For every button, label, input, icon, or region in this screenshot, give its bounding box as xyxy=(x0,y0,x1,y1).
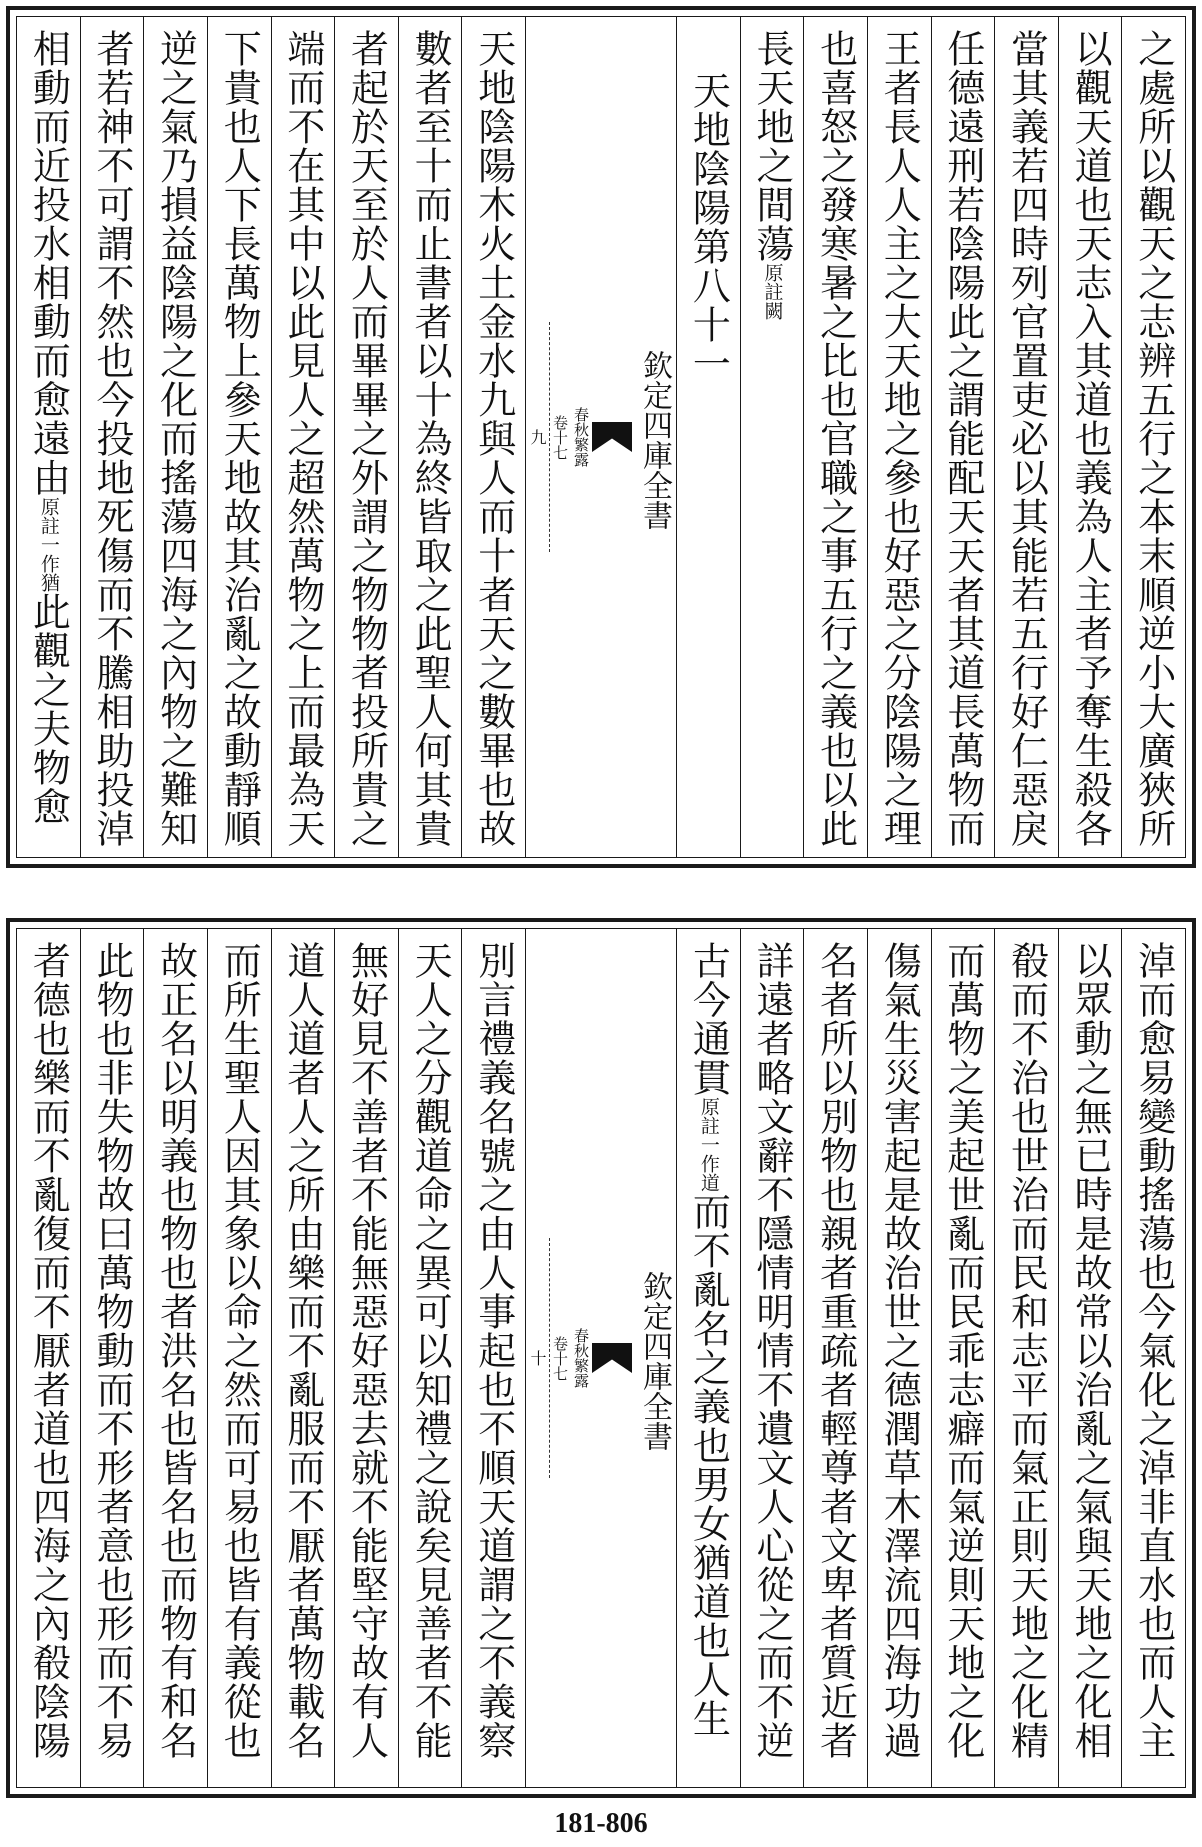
text-segment: 長天地之間蕩 xyxy=(749,29,794,263)
text-column-with-note xyxy=(740,17,804,857)
text-column: 傷氣生災害起是故治世之德潤草木澤流四海功過 xyxy=(867,929,931,1787)
bottom-page xyxy=(6,918,1196,1798)
text-column: 別言禮義名號之由人事起也不順天道謂之不義察 xyxy=(461,929,525,1787)
text-column: 而所生聖人因其象以命之然而可易也皆有義從也 xyxy=(207,929,271,1787)
work-title: 春秋繁露 xyxy=(572,1328,590,1388)
text-column: 此物也非失物故曰萬物動而不形者意也形而不易 xyxy=(80,929,144,1787)
text-segment: 相動而近投水相動而愈遠由 xyxy=(26,29,71,497)
text-column: 以眾動之無已時是故常以治亂之氣與天地之化相 xyxy=(1058,929,1122,1787)
bottom-page-frame xyxy=(16,928,1186,1788)
text-column: 而萬物之美起世亂而民乖志癖而氣逆則天地之化 xyxy=(931,929,995,1787)
text-column: 者德也樂而不亂復而不厭者道也四海之內殽陰陽 xyxy=(26,941,71,1760)
text-column: 以觀天道也天志入其道也義為人主者予奪生殺各 xyxy=(1058,17,1122,857)
text-column: 天人之分觀道命之異可以知禮之說矣見善者不能 xyxy=(398,929,462,1787)
chapter-title-text: 天地陰陽第八十一 xyxy=(686,70,731,383)
volume-label: 卷十七 xyxy=(551,1335,569,1381)
text-column: 之處所以觀天之志辨五行之本末順逆小大廣狹所 xyxy=(1121,17,1185,857)
text-column: 數者至十而止書者以十為終皆取之此聖人何其貴 xyxy=(398,17,462,857)
chapter-title xyxy=(676,17,740,857)
text-column: 王者長人人主之大天地之參也好惡之分陰陽之理 xyxy=(867,17,931,857)
text-column: 名者所以別物也親者重疏者輕尊者文卑者質近者 xyxy=(803,929,867,1787)
leaf-number: 十 xyxy=(528,1350,547,1366)
fish-tail-mark xyxy=(592,1343,632,1373)
page-number: 181-806 xyxy=(554,1808,648,1839)
text-column: 下貴也人下長萬物上參天地故其治亂之故動靜順 xyxy=(207,17,271,857)
text-column: 逆之氣乃損益陰陽之化而搖蕩四海之內物之難知 xyxy=(143,17,207,857)
book-title: 欽定四庫全書 xyxy=(637,1271,672,1451)
book-title: 欽定四庫全書 xyxy=(637,350,672,530)
text-column-with-note xyxy=(676,929,740,1787)
text-column: 道人道者人之所由樂而不亂服而不厭者萬物載名 xyxy=(271,929,335,1787)
text-segment: 此觀之夫物愈 xyxy=(26,592,71,826)
text-segment: 而不亂名之義也男女猶道也人生 xyxy=(686,1192,731,1738)
text-column: 無好見不善者不能無惡好惡去就不能堅守故有人 xyxy=(334,929,398,1787)
text-column: 殽而不治也世治而民和志平而氣正則天地之化精 xyxy=(994,929,1058,1787)
annotation-note: 原註一作猶 xyxy=(37,497,60,592)
text-column: 任德遠刑若陰陽此之謂能配天天者其道長萬物而 xyxy=(931,17,995,857)
top-page xyxy=(6,6,1196,868)
text-column: 者若神不可謂不然也今投地死傷而不騰相助投淖 xyxy=(80,17,144,857)
text-column: 天地陰陽木火土金水九與人而十者天之數畢也故 xyxy=(461,17,525,857)
annotation-note: 原註一作道 xyxy=(697,1097,720,1192)
text-column-with-note xyxy=(17,17,80,857)
text-column: 者起於天至於人而畢畢之外謂之物物者投所貴之 xyxy=(334,17,398,857)
volume-label: 卷十七 xyxy=(551,414,569,460)
leaf-number: 九 xyxy=(528,429,547,445)
annotation-note: 原註闕 xyxy=(761,263,784,320)
fish-tail-mark xyxy=(592,422,632,452)
fold-divider xyxy=(549,1238,550,1478)
text-column: 詳遠者略文辭不隱情明情不遺文人心從之而不逆 xyxy=(740,929,804,1787)
text-segment: 古今通貫 xyxy=(686,941,731,1097)
top-page-frame xyxy=(16,16,1186,858)
text-column: 端而不在其中以此見人之超然萬物之上而最為天 xyxy=(271,17,335,857)
page-fold-banner xyxy=(525,17,676,857)
text-column: 故正名以明義也物也者洪名也皆名也而物有和名 xyxy=(143,929,207,1787)
text-column: 也喜怒之發寒暑之比也官職之事五行之義也以此 xyxy=(803,17,867,857)
fold-divider xyxy=(549,322,550,552)
text-column: 當其義若四時列官置吏必以其能若五行好仁惡戾 xyxy=(994,17,1058,857)
page-fold-banner xyxy=(525,929,676,1787)
work-title: 春秋繁露 xyxy=(572,407,590,467)
text-column: 淖而愈易變動搖蕩也今氣化之淖非直水也而人主 xyxy=(1121,929,1185,1787)
